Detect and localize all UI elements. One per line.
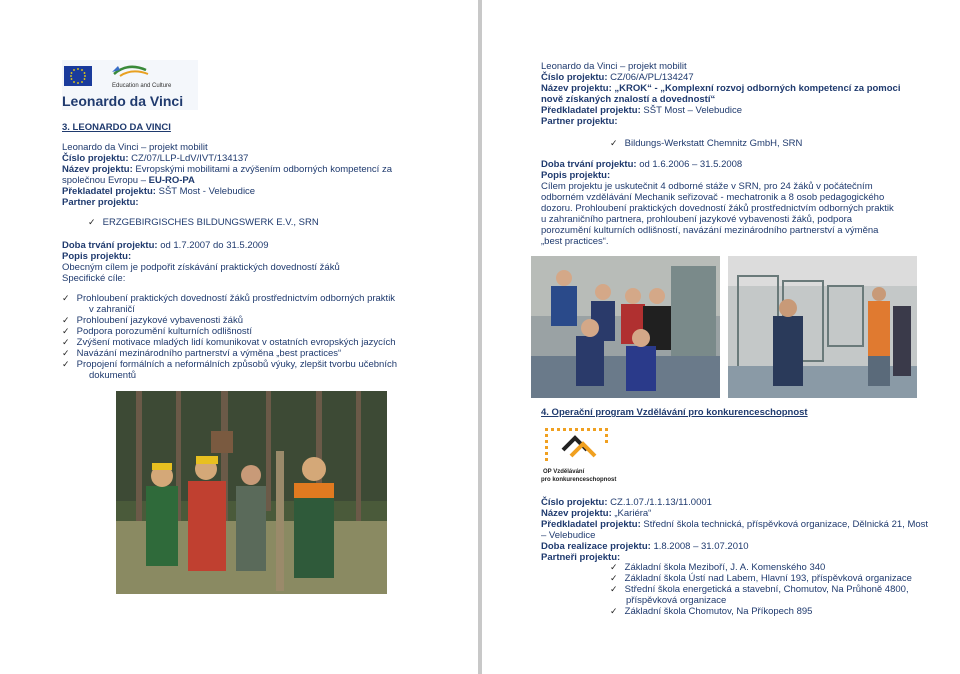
name-label: Název projektu: xyxy=(541,83,612,94)
project-type: Leonardo da Vinci – projekt mobilit xyxy=(62,142,208,153)
workshop-photo-1 xyxy=(531,256,720,398)
goal-item-cont: v zahraničí xyxy=(89,304,135,315)
submitter2-value: Střední škola technická, příspěvková organizace, Dělnická 21, Most xyxy=(643,519,929,530)
submitter-label: Překladatel projektu: xyxy=(62,186,156,197)
left-page xyxy=(0,0,478,674)
partner-label: Partner projektu: xyxy=(62,197,139,208)
goal-item: ✓ Navázání mezinárodního partnerství a výměna „best practices“ xyxy=(62,348,342,359)
goal-item: ✓ Prohloubení praktických dovedností žáků prostřednictvím odborných praktik xyxy=(62,293,396,304)
goal-item-cont: dokumentů xyxy=(89,370,137,381)
check-icon: ✓ xyxy=(62,348,70,358)
project-type: Leonardo da Vinci – projekt mobilit xyxy=(541,61,687,72)
realization-label: Doba realizace projektu: xyxy=(541,541,651,552)
op-logo-text-1: OP Vzdělávání xyxy=(543,469,585,475)
check-icon: ✓ xyxy=(610,138,618,148)
partner-item: ERZGEBIRGISCHES BILDUNGSWERK E.V., SRN xyxy=(102,217,319,228)
name-label: Název projektu: xyxy=(62,164,133,175)
name-value-2: společnou Evropu – xyxy=(62,175,146,186)
desc-text: Obecným cílem je podpořit získávání praktických dovedností žáků xyxy=(62,262,340,273)
check-icon: ✓ xyxy=(88,217,96,227)
section-heading: 3. LEONARDO DA VINCI xyxy=(62,122,171,133)
name-value: „KROK“ - „Komplexní rozvoj odborných kompetencí za pomoci xyxy=(614,83,901,94)
duration-value: od 1.6.2006 – 31.5.2008 xyxy=(639,159,743,170)
desc-line: porozumění kulturních odlišností, navázání mezinárodního partnerství a výměna xyxy=(541,225,879,236)
submitter-value: SŠT Most - Velebudice xyxy=(158,186,256,197)
leonardo-logo xyxy=(62,60,198,110)
number2-label: Číslo projektu: xyxy=(541,497,608,508)
op-logo-text-2: pro konkurenceschopnost xyxy=(541,477,617,483)
partner-label: Partner projektu: xyxy=(541,116,618,127)
check-icon: ✓ xyxy=(610,562,618,572)
duration-value: od 1.7.2007 do 31.5.2009 xyxy=(160,240,269,251)
realization-value: 1.8.2008 – 31.07.2010 xyxy=(653,541,749,552)
check-icon: ✓ xyxy=(62,359,70,369)
check-icon: ✓ xyxy=(62,315,70,325)
desc-line: odborném vzdělávání Mechanik seřizovač - mechatronik a 8 osob pedagogického xyxy=(541,192,885,203)
number-value: CZ/06/A/PL/134247 xyxy=(610,72,694,83)
goal-item: ✓ Zvýšení motivace mladých lidí komunikovat v ostatních evropských jazycích xyxy=(62,337,396,348)
number-label: Číslo projektu: xyxy=(541,72,608,83)
check-icon: ✓ xyxy=(62,293,70,303)
desc-line: dozoru. Prohloubení praktických dovedností žáků prostřednictvím odborných praktik xyxy=(541,203,894,214)
check-icon: ✓ xyxy=(610,573,618,583)
submitter-value: SŠT Most – Velebudice xyxy=(643,105,742,116)
name2-label: Název projektu: xyxy=(541,508,612,519)
partners-label: Partneři projektu: xyxy=(541,552,621,563)
name2-value: „Kariéra“ xyxy=(614,508,652,519)
logo-tagline: Education and Culture xyxy=(112,83,172,89)
name-value-2-bold: EU-RO-PA xyxy=(148,175,195,186)
partner-list-item: ✓ Základní škola Meziboří, J. A. Komenského 340 xyxy=(610,562,826,573)
submitter2-value-2: – Velebudice xyxy=(541,530,596,541)
forest-photo xyxy=(116,391,387,594)
workshop-photo-2 xyxy=(728,256,917,398)
logo-name: Leonardo da Vinci xyxy=(62,93,184,109)
check-icon: ✓ xyxy=(62,326,70,336)
section-heading-2: 4. Operační program Vzdělávání pro konkurenceschopnost xyxy=(541,407,808,418)
check-icon: ✓ xyxy=(610,584,618,594)
check-icon: ✓ xyxy=(62,337,70,347)
number2-value: CZ.1.07./1.1.13/11.0001 xyxy=(610,497,712,508)
desc-line: Cílem projektu je uskutečnit 4 odborné stáže v SRN, pro 24 žáků v počátečním xyxy=(541,181,873,192)
desc-line: u zahraničního partnera, prohloubení jazykové vybavenosti žáků, podpora xyxy=(541,214,853,225)
partner-list-item-cont: příspěvková organizace xyxy=(626,595,727,606)
op-vzdelavani-logo xyxy=(541,424,621,490)
check-icon: ✓ xyxy=(610,606,618,616)
submitter-label: Předkladatel projektu: xyxy=(541,105,641,116)
submitter2-label: Předkladatel projektu: xyxy=(541,519,641,530)
desc-label: Popis projektu: xyxy=(62,251,132,262)
name-value: Evropskými mobilitami a zvýšením odborných kompetencí za xyxy=(135,164,392,175)
goal-item: ✓ Propojení formálních a neformálních způsobů výuky, zlepšit tvorbu učebních xyxy=(62,359,397,370)
specific-label: Specifické cíle: xyxy=(62,273,126,284)
duration-label: Doba trvání projektu: xyxy=(541,159,637,170)
goal-item: ✓ Podpora porozumění kulturních odlišností xyxy=(62,326,252,337)
partner-list-item: ✓ Střední škola energetická a stavební, Chomutov, Na Průhoně 4800, xyxy=(610,584,909,595)
number-label: Číslo projektu: xyxy=(62,153,129,164)
right-page xyxy=(482,0,960,674)
duration-label: Doba trvání projektu: xyxy=(62,240,158,251)
partner-item: Bildungs-Werkstatt Chemnitz GmbH, SRN xyxy=(624,138,803,149)
number-value: CZ/07/LLP-LdV/IVT/134137 xyxy=(131,153,249,164)
partner-list-item: ✓ Základní škola Ústí nad Labem, Hlavní 193, příspěvková organizace xyxy=(610,573,912,584)
goal-item: ✓ Prohloubení jazykové vybavenosti žáků xyxy=(62,315,243,326)
name-value-2: nově získaných znalostí a dovedností“ xyxy=(541,94,716,105)
partner-list-item: ✓ Základní škola Chomutov, Na Příkopech 895 xyxy=(610,606,813,617)
desc-label: Popis projektu: xyxy=(541,170,611,181)
desc-line: „best practices“. xyxy=(541,236,609,247)
